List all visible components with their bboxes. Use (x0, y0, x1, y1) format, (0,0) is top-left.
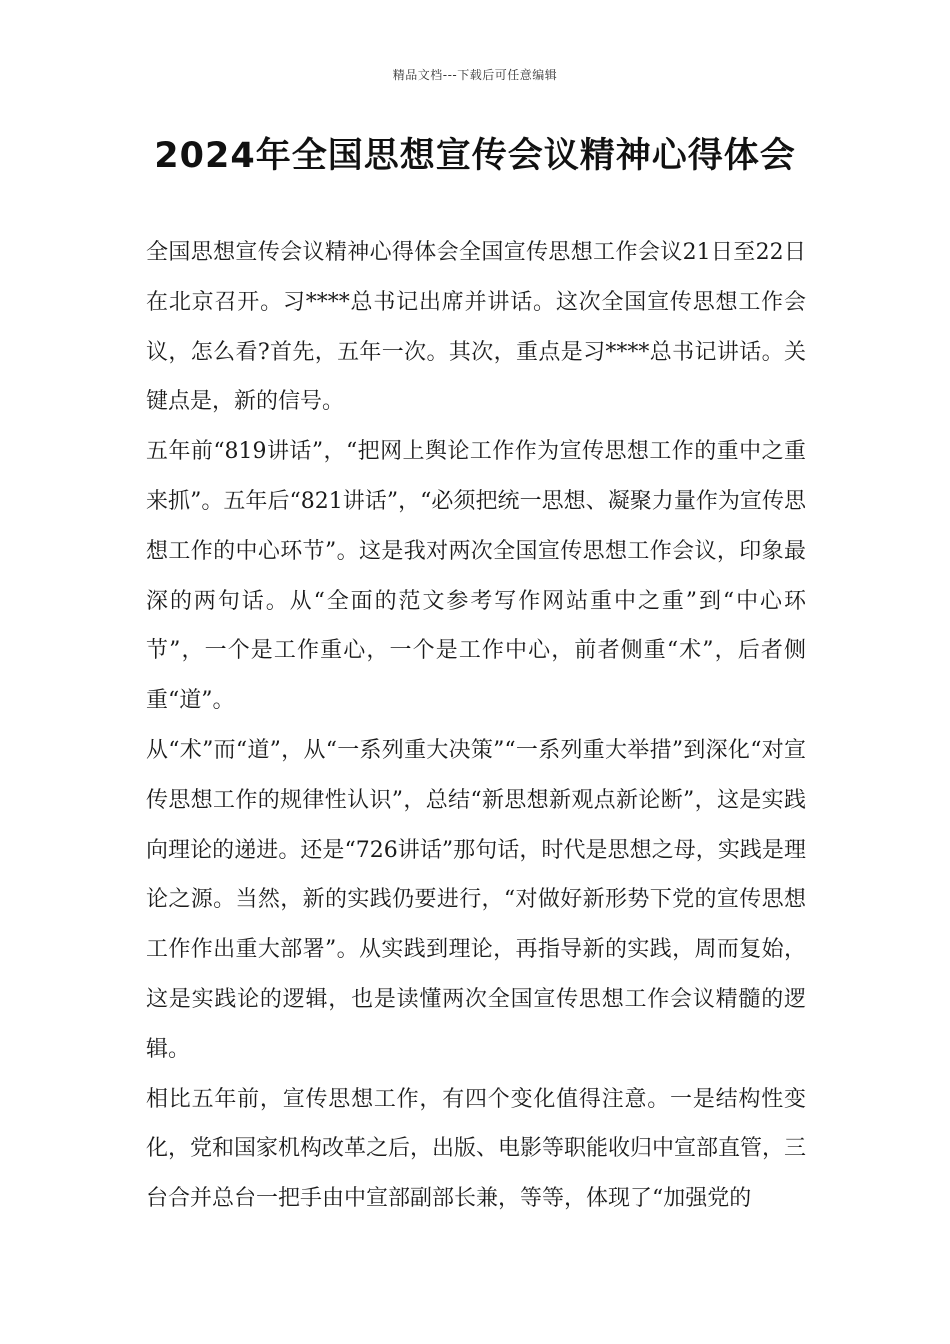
paragraph-3: 从“术”而“道”，从“一系列重大决策”“一系列重大举措”到深化“对宣传思想工作的规律性认识”，总结“新思想新观点新论断”，这是实践向理论的递进。还是“726讲话”那句话，时代是思想之母，实践是理论之源。当然，新的实践仍要进行，“对做好新形势下党的宣传思想工作作出重大部署”。从实践到理论，再指导新的实践，周而复始，这是实践论的逻辑，也是读懂两次全国宣传思想工作会议精髓的逻辑。 (146, 737, 806, 1062)
paragraph-1: 全国思想宣传会议精神心得体会全国宣传思想工作会议21日至22日在北京召开。习****总书记出席并讲话。这次全国宣传思想工作会议，怎么看?首先，五年一次。其次，重点是习****总书记讲话。关键点是，新的信号。 (146, 240, 806, 415)
paragraph-2: 五年前“819讲话”，“把网上舆论工作作为宣传思想工作的重中之重来抓”。五年后“821讲话”，“必须把统一思想、凝聚力量作为宣传思想工作的中心环节”。这是我对两次全国宣传思想工作会议，印象最深的两句话。从“全面的范文参考写作网站重中之重”到“中心环节”，一个是工作重心，一个是工作中心，前者侧重“术”，后者侧重“道”。 (146, 439, 806, 714)
document-body (146, 228, 806, 1224)
document-title: 2024年全国思想宣传会议精神心得体会 (154, 136, 796, 176)
paragraph-4: 相比五年前，宣传思想工作，有四个变化值得注意。一是结构性变化，党和国家机构改革之后，出版、电影等职能收归中宣部直管，三台合并总台一把手由中宣部副部长兼，等等，体现了“加强党的 (146, 1086, 807, 1212)
page-header: 精品文档---下载后可任意编辑 (392, 68, 558, 82)
